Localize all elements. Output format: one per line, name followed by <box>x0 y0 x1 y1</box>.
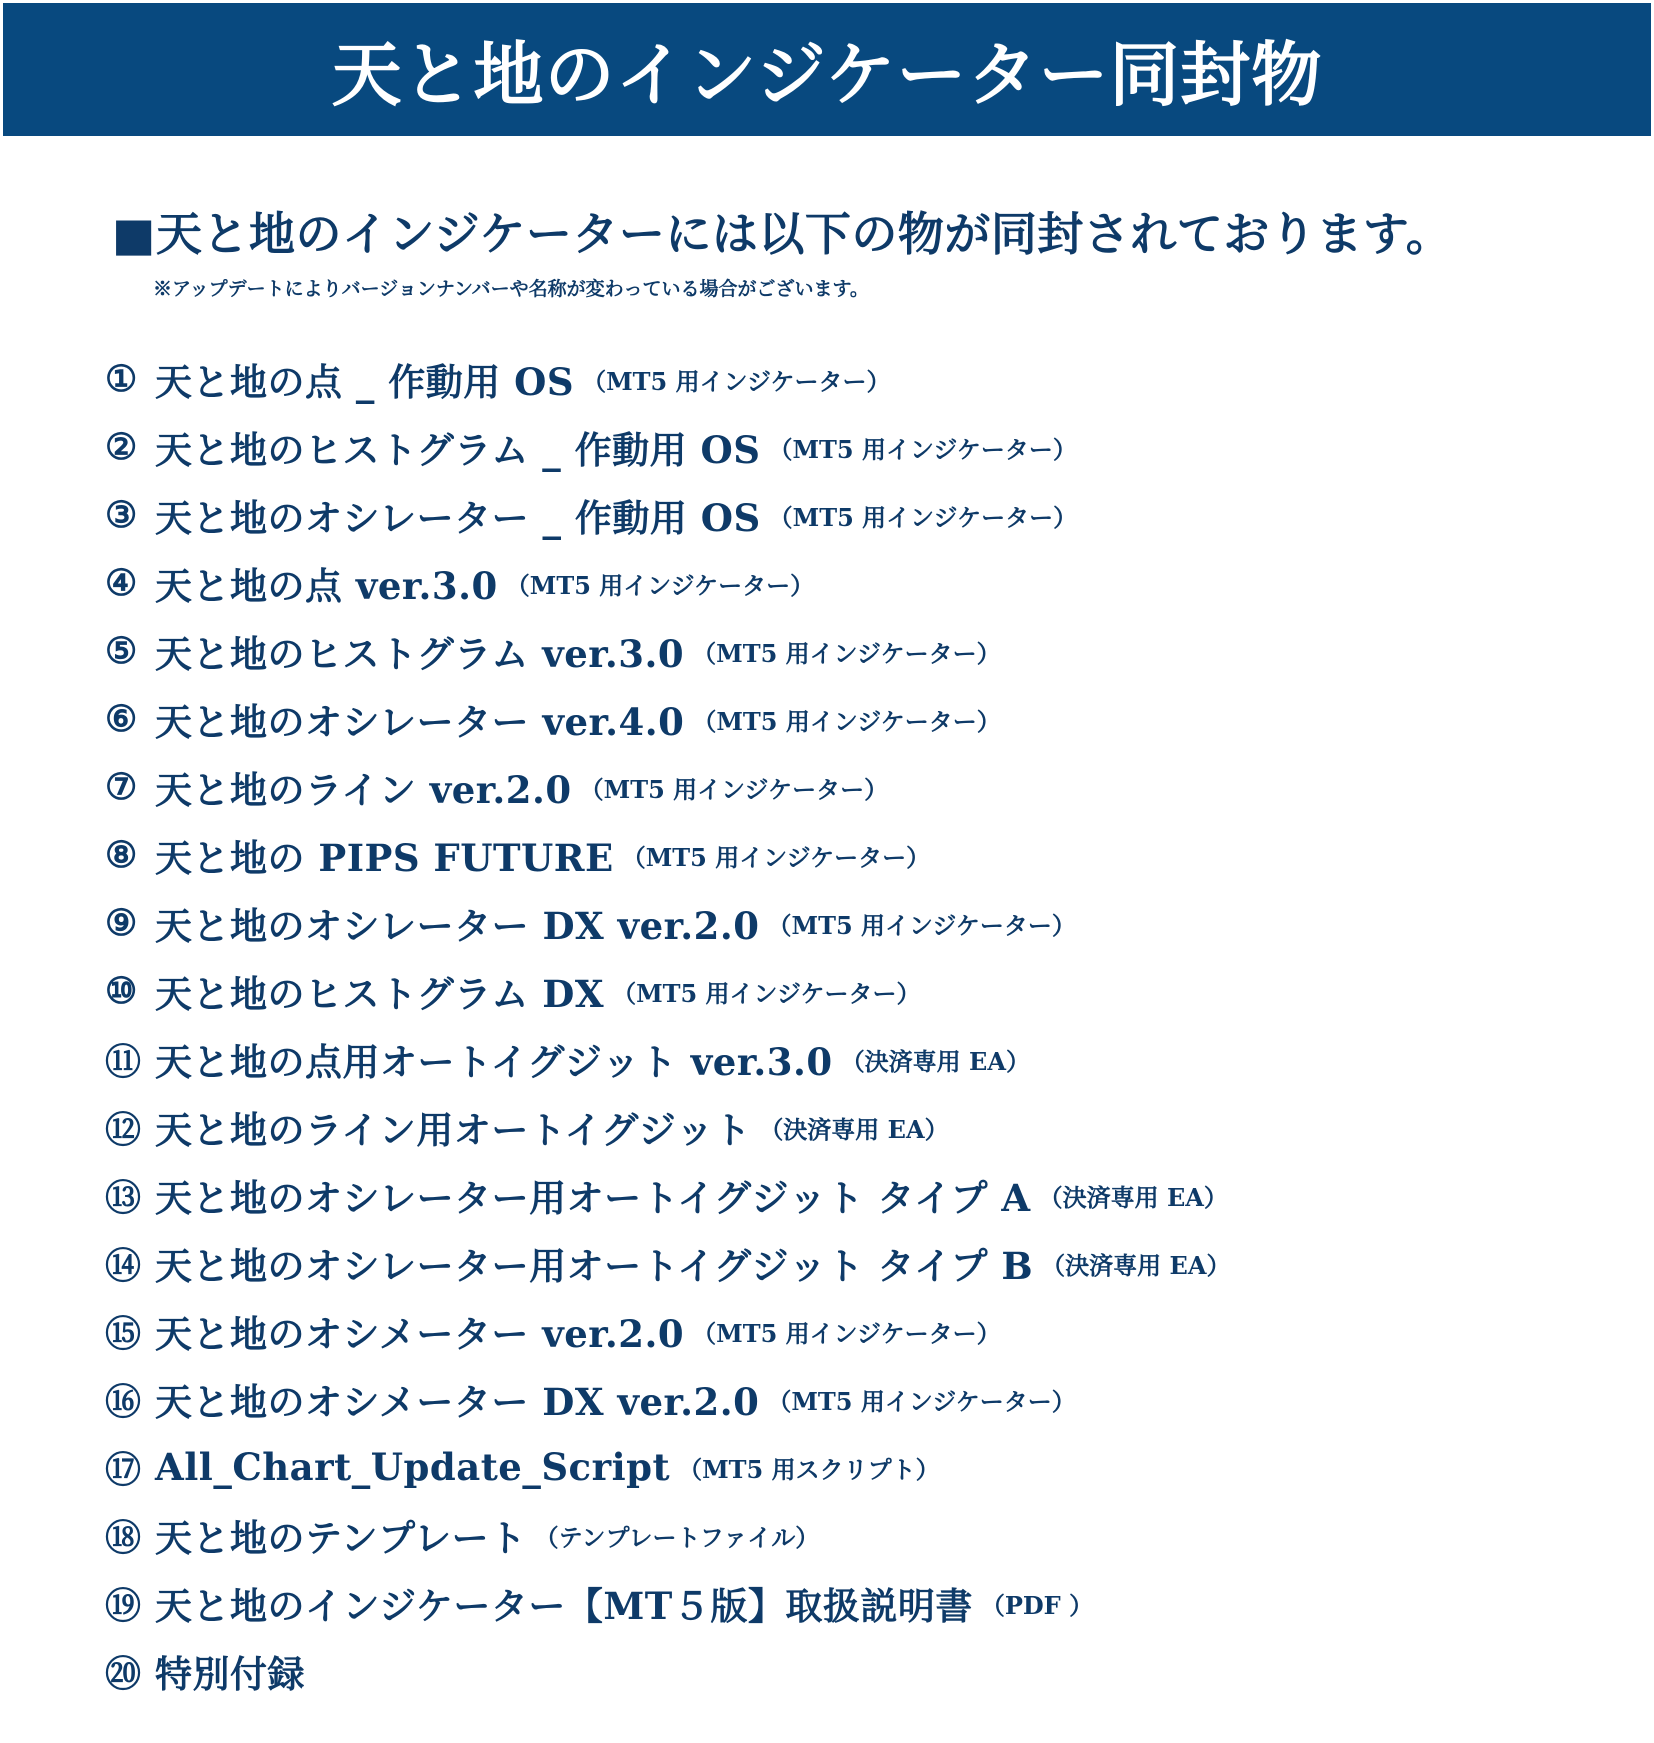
item-number: ⑮ <box>105 1312 142 1355</box>
list-item <box>105 345 1230 413</box>
item-type-note: （決済専用 EA） <box>1038 1182 1228 1212</box>
list-item <box>105 1569 1230 1637</box>
list-item <box>105 1229 1230 1297</box>
item-number: ⑯ <box>105 1380 142 1423</box>
item-name: 特別付録 <box>155 1652 305 1696</box>
item-type-note: （テンプレートファイル） <box>534 1522 820 1552</box>
item-type-note: （MT5 用インジケーター） <box>767 1386 1076 1416</box>
item-name: 天と地のヒストグラム _ 作動用 OS <box>155 428 761 472</box>
item-number: ⑪ <box>105 1040 142 1083</box>
item-number: ③ <box>105 494 138 536</box>
item-type-note: （決済専用 EA） <box>1041 1250 1231 1280</box>
item-type-note: （MT5 用インジケーター） <box>612 978 921 1008</box>
item-number: ② <box>105 426 138 468</box>
item-type-note: （MT5 用インジケーター） <box>768 434 1077 464</box>
item-type-note: （MT5 用インジケーター） <box>579 774 889 804</box>
item-type-note: （決済専用 EA） <box>840 1046 1030 1076</box>
item-name: 天と地のオシメーター ver.2.0 <box>155 1312 685 1356</box>
list-item <box>105 957 1230 1025</box>
title-banner <box>3 3 1651 136</box>
list-item <box>105 1093 1230 1161</box>
item-number: ⑳ <box>105 1652 142 1695</box>
list-item <box>105 1161 1230 1229</box>
item-name: 天と地のヒストグラム DX <box>155 972 605 1016</box>
item-number: ⑰ <box>105 1448 142 1491</box>
item-type-note: （MT5 用インジケーター） <box>692 638 1001 668</box>
item-type-note: （MT5 用インジケーター） <box>692 1318 1001 1348</box>
item-name: 天と地のオシレーター _ 作動用 OS <box>155 496 761 540</box>
item-name: 天と地のオシメーター DX ver.2.0 <box>155 1380 760 1424</box>
item-number: ⑤ <box>105 630 138 672</box>
list-item <box>105 821 1230 889</box>
item-name: All_Chart_Update_Script <box>155 1445 671 1489</box>
list-item <box>105 549 1230 617</box>
item-name: 天と地のテンプレート <box>155 1516 527 1560</box>
item-type-note: （MT5 用インジケーター） <box>692 706 1001 736</box>
item-name: 天と地のオシレーター ver.4.0 <box>155 700 685 744</box>
list-item <box>105 1297 1230 1365</box>
item-number: ⑱ <box>105 1516 142 1559</box>
item-type-note: （MT5 用インジケーター） <box>767 910 1076 940</box>
item-number: ④ <box>105 562 138 604</box>
item-number: ⑫ <box>105 1108 142 1151</box>
list-item <box>105 753 1230 821</box>
list-item <box>105 1501 1230 1569</box>
item-list <box>105 345 1230 1705</box>
item-name: 天と地のオシレーター DX ver.2.0 <box>155 904 760 948</box>
section-heading: ■天と地のインジケーターには以下の物が同封されております。 <box>112 207 1453 261</box>
item-type-note: （MT5 用スクリプト） <box>678 1454 940 1484</box>
item-number: ⑬ <box>105 1176 142 1219</box>
list-item <box>105 1365 1230 1433</box>
list-item <box>105 889 1230 957</box>
item-type-note: （PDF ） <box>980 1590 1094 1620</box>
list-item <box>105 1637 1230 1705</box>
item-type-note: （MT5 用インジケーター） <box>768 502 1078 532</box>
item-name: 天と地のインジケーター【MT５版】取扱説明書 <box>155 1584 973 1628</box>
item-type-note: （決済専用 EA） <box>759 1114 949 1144</box>
list-item <box>105 1025 1230 1093</box>
page-title: 天と地のインジケーター同封物 <box>331 34 1323 116</box>
item-number: ⑭ <box>105 1244 142 1287</box>
item-name: 天と地の点 ver.3.0 <box>155 564 498 608</box>
item-name: 天と地のオシレーター用オートイグジット タイプ A <box>155 1176 1031 1220</box>
list-item <box>105 1433 1230 1501</box>
item-number: ① <box>105 358 138 400</box>
item-number: ⑩ <box>105 970 138 1012</box>
update-note: ※アップデートによりバージョンナンバーや名称が変わっている場合がございます。 <box>153 278 869 300</box>
item-type-note: （MT5 用インジケーター） <box>582 366 891 396</box>
item-number: ⑲ <box>105 1584 142 1627</box>
item-type-note: （MT5 用インジケーター） <box>505 570 815 600</box>
item-number: ⑦ <box>105 766 138 808</box>
item-number: ⑥ <box>105 698 138 740</box>
list-item <box>105 617 1230 685</box>
item-name: 天と地の PIPS FUTURE <box>155 836 614 880</box>
item-name: 天と地のライン ver.2.0 <box>155 768 572 812</box>
item-number: ⑨ <box>105 902 138 944</box>
item-name: 天と地のヒストグラム ver.3.0 <box>155 632 685 676</box>
item-number: ⑧ <box>105 834 138 876</box>
item-name: 天と地の点用オートイグジット ver.3.0 <box>155 1040 833 1084</box>
item-name: 天と地の点 _ 作動用 OS <box>155 360 575 404</box>
list-item <box>105 413 1230 481</box>
item-name: 天と地のオシレーター用オートイグジット タイプ B <box>155 1244 1034 1288</box>
item-name: 天と地のライン用オートイグジット <box>155 1108 752 1152</box>
list-item <box>105 481 1230 549</box>
item-type-note: （MT5 用インジケーター） <box>621 842 931 872</box>
list-item <box>105 685 1230 753</box>
